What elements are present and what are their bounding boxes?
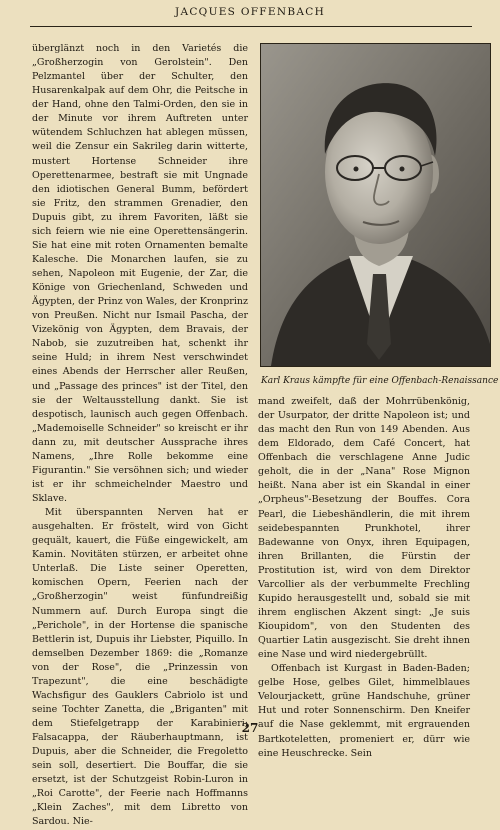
header-rule xyxy=(30,26,472,27)
portrait-illustration xyxy=(261,44,490,366)
left-text-column xyxy=(32,42,248,830)
left-paragraph-2: Mit überspannten Nerven hat er ausgehalten. Er fröstelt, wird von Gicht gequält, kauert, die Füße eingewickelt, am Kamin. Novitäten stürzen, er arbeitet ohne Unterlaß. Die Liste seiner Operetten, komischen Opern, Feerien nach der „Großherzogin" weist fünfundreißig Nummern auf. Durch Europa singt die „Perichole", in der Hortense die spanische Bettlerin ist, Dupuis ihr Liebster, Piquillo. In demselben Dezember 1869: die „Romanze von der Rose", die „Prinzessin von Trapezunt", die eine beschädigte Wachsfigur des Gauklers Cabriolo ist und seine Tochter Zanetta, die „Briganten" mit dem Stiefelgetrapp der Karabinieri; Falsacappa, der Räuberhauptmann, ist Dupuis, aber die Schneider, die Fregoletto sein soll, desertiert. Die Bouffar, die sie ersetzt, ist der Schutzgeist Robin-Luron in „Roi Carotte", der Feerie nach Hoffmanns „Klein Zaches", mit dem Libretto von Sardou. Nie- xyxy=(32,507,248,828)
photo-caption: Karl Kraus kämpfte für eine Offenbach-Renaissance xyxy=(261,376,499,386)
right-paragraph-2: Offenbach ist Kurgast in Baden-Baden; gelbe Hose, gelbes Gilet, himmelblaues Velourjackett, grüne Handschuhe, grüner Hut und roter Sonnenschirm. Den Kneifer auf die Nase geklemmt, mit ergrauenden Bartkoteletten, promeniert er, dürr wie eine Heuschrecke. Sein xyxy=(258,663,470,759)
running-header: JACQUES OFFENBACH xyxy=(174,6,326,18)
page-number: 27 xyxy=(241,721,259,735)
right-paragraph-1: mand zweifelt, daß der Mohrrübenkönig, der Usurpator, der dritte Napoleon ist; und das macht den Run von 149 Abenden. Aus dem Eldorado, dem Café Concert, hat Offenbach die verschlagene Anne Judic geholt, die in der „Nana" Rose Mignon heißt. Nana aber ist ein Skandal in einer „Orpheus"-Besetzung der Bouffes. Cora Pearl, die Liebeshändlerin, die mit ihrem seidebespannten Prunkhotel, ihrer Badewanne von Onyx, ihren Equipagen, ihren Brillanten, die Fürstin der Prostitution ist, wird von dem Direktor Varcollier als der verbummelte Frechling Kupido herausgestellt und, sobald sie mit ihrem englischen Akzent singt: „Je suis Kioupidom", von den Studenten des Quartier Latin ausgezischt. Sie dreht ihnen eine Nase und wird niedergebrüllt. xyxy=(258,396,470,661)
right-text-column xyxy=(258,395,470,761)
portrait-photo xyxy=(260,43,491,367)
left-paragraph-1: überglänzt noch in den Varietés die „Großherzogin von Gerolstein". Den Pelzmantel über der Schulter, den Husarenkalpak auf dem Ohr, die Peitsche in der Hand, ohne den Talmi-Orden, den sie in der Minute vor ihrem Auftreten unter wütendem Schluchzen hat ablegen müssen, weil die Zensur ein Sakrileg darin witterte, mustert Hortense Schneider ihre Operettenarmee, bestraft sie mit Ungnade den idiotischen General Bumm, befördert sie Fritz, den strammen Grenadier, den Dupuis gibt, zu ihrem Favoriten, läßt sie sich feiern wie nie eine Operettensängerin. Sie hat eine mit roten Ornamenten bemalte Kalesche. Die Monarchen laufen, sie zu sehen, Napoleon mit Eugenie, der Zar, die Könige von Griechenland, Schweden und Ägypten, der Prinz von Wales, der Kronprinz von Preußen. Nicht nur Ismail Pascha, der Vizekönig von Ägypten, dem Bravais, der Nabob, sie zuzutreiben hat, schenkt ihr seine Huld; in ihrem Nest verschwindet eines Abends der Herrscher aller Reußen, und „Passage des princes" ist der Titel, den sie der Weltausstellung dankt. Sie ist despotisch, launisch auch gegen Offenbach. „Mademoiselle Schneider" so kreischt er ihr dann zu, mit deutscher Aussprache ihres Namens, „Ihre Rolle bekomme eine Figurantin." Sie versöhnen sich; und wieder ist er ihr schmeichelnder Maestro und Sklave. xyxy=(32,43,248,504)
